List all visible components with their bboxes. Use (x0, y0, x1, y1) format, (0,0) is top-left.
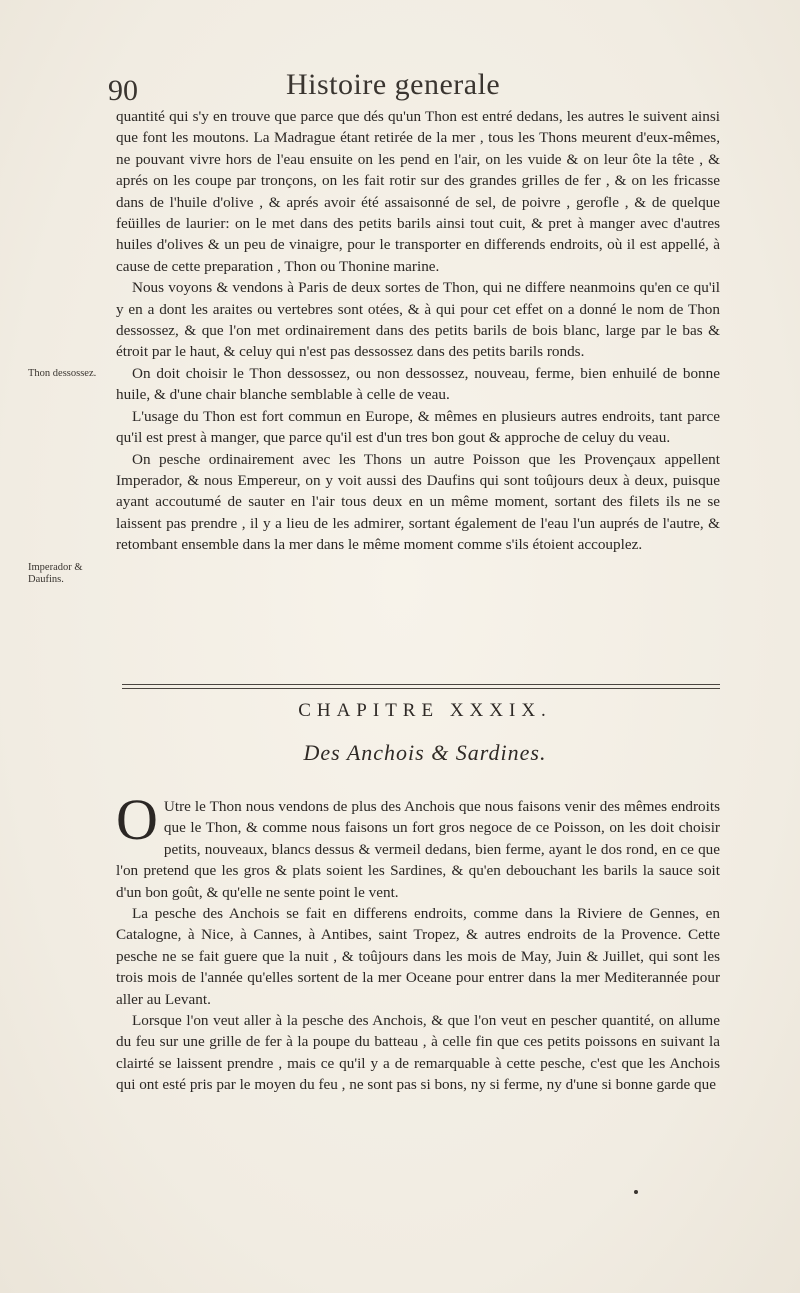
margin-note-imperador: Imperador & Daufins. (28, 562, 83, 585)
paragraph: Nous voyons & vendons à Paris de deux sortes de Thon, qui ne differe neanmoins qu'en ce qu'il y en a dont les araites ou vertebres sont otées, & à qui pour cet effet on a donné le nom de Thon dessossez, & que l'on met ordinairement dans des petits barils de bois blanc, large par le bas & étroit par le haut, & celuy qui n'est pas dessossez dans des petits barils ronds. (116, 279, 720, 361)
paragraph: On pesche ordinairement avec les Thons un autre Poisson que les Provençaux appellent Imperador, & nous Empereur, on y voit aussi des Daufins qui sont toûjours deux à deux, puisque ayant accoutumé de sauter en l'air tous deux en un même moment, sortant des filets ils ne se laissent pas prendre , il y a lieu de les admirer, sortant également de l'eau l'un auprés de l'autre, & retombant ensemble dans la mer dans le même moment comme s'ils étoient accouplez. (116, 450, 720, 554)
anchois-text-block (116, 787, 720, 1096)
page-header (108, 68, 728, 108)
page-number: 90 (108, 74, 138, 107)
chapter-subtitle: Des Anchois & Sardines. (303, 740, 547, 765)
ink-speck (634, 1190, 638, 1194)
paragraph: quantité qui s'y en trouve que parce que dés qu'un Thon est entré dedans, les autres le suivent ainsi que font les moutons. La Madrague étant retirée de la mer , tous les Thons meurent d'eux-mêmes, ne pouvant vivre hors de l'eau ensuite on les pend en l'air, on les vuide & on leur ôte la tête , & aprés on les coupe par tronçons, on les fait rotir sur des grandes grilles de fer , & on les fricasse dans de l'huile d'olive , & aprés avoir été assaisonné de sel, de poivre , gerofle , & de quelque feüilles de laurier: on le met dans des petits barils ainsi tout cuit, & pret à manger avec d'autres huiles d'olives & un peu de vinaigre, pour le transporter en differends endroits, où il est appellé, à cause de cette preparation , Thon ou Thonine marine. (116, 108, 720, 275)
paragraph-with-dropcap (116, 787, 720, 903)
running-title: Histoire generale (286, 68, 501, 101)
paragraph-text: Utre le Thon nous vendons de plus des Anchois que nous faisons venir des mêmes endroits que le Thon, & comme nous faisons un fort gros negoce de ce Poisson, on les doit choisir petits, nouveaux, blancs dessus & vermeil dedans, bien ferme, ayant le dos rond, en ce que l'on pretend que les gros & plats soient les Sardines, & qu'en debouchant les barils la sauce soit d'un bon goût, & qu'elle ne sente point le vent. (116, 798, 720, 901)
chapter-divider (122, 688, 720, 689)
thon-text-block (116, 106, 720, 556)
paragraph: Lorsque l'on veut aller à la pesche des Anchois, & que l'on veut en pescher quantité, on allume du feu sur une grille de fer à la poupe du batteau , à celle fin que ces petits poissons en suivant la clairté se laissent prendre , mais ce qu'il y a de remarquable à cette pesche, c'est que les Anchois qui ont esté pris par le moyen du feu , ne sont pas si bons, ny si ferme, ny d'une si bonne garde que (116, 1012, 720, 1094)
chapter-divider (122, 684, 720, 685)
paragraph: La pesche des Anchois se fait en differens endroits, comme dans la Riviere de Gennes, en Catalogne, à Nice, à Cannes, à Antibes, saint Tropez, & autres endroits de la Provence. Cette pesche ne se fait guere que la nuit , & toûjours dans les mois de May, Juin & Juillet, qui sont les trois mois de l'année qu'elles sortent de la mer Oceane pour entrer dans la mer Mediterannée pour aller au Levant. (116, 905, 720, 1008)
margin-note-thon: Thon dessossez. (28, 368, 97, 379)
dropcap-letter: O (116, 787, 158, 852)
paragraph: L'usage du Thon est fort commun en Europe, & mêmes en plusieurs autres endroits, tant parce qu'il est prest à manger, que parce qu'il est d'un tres bon gout & approche de celuy du veau. (116, 407, 720, 447)
chapter-title: CHAPITRE XXXIX. (298, 700, 552, 721)
paragraph: On doit choisir le Thon dessossez, ou non dessossez, nouveau, ferme, bien enhuilé de bonne huile, & d'une chair blanche semblable à celle de veau. (116, 364, 720, 404)
